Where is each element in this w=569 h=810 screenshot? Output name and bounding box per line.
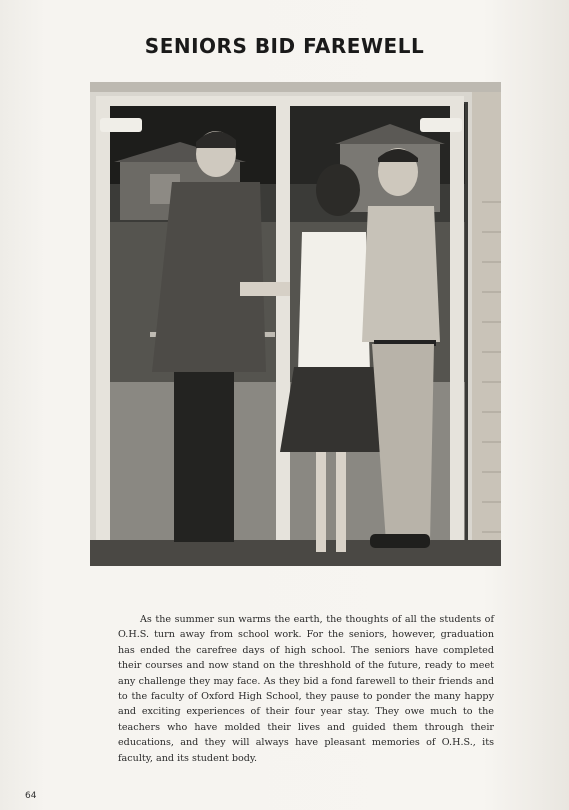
page-title: SENIORS BID FAREWELL (144, 34, 425, 58)
photo-illustration (90, 82, 501, 566)
photograph (90, 82, 501, 566)
body-paragraph: As the summer sun warms the earth, the thoughts of all the students of O.H.S. turn away from school work. For the seniors, however, graduation has ended the carefree days of high school. The seniors have completed their courses and now stand on the threshhold of the future, ready to meet any challenge they may face. As they bid a fond farewell to their friends and to the faculty of Oxford High School, they pause to ponder the many happy and exciting experiences of their four year stay. They owe much to the teachers who have molded their lives and guided them through their educations, and they will always have pleasant memories of O.H.S., its faculty, and its student body. (118, 614, 494, 764)
page-number: 64 (25, 791, 37, 801)
